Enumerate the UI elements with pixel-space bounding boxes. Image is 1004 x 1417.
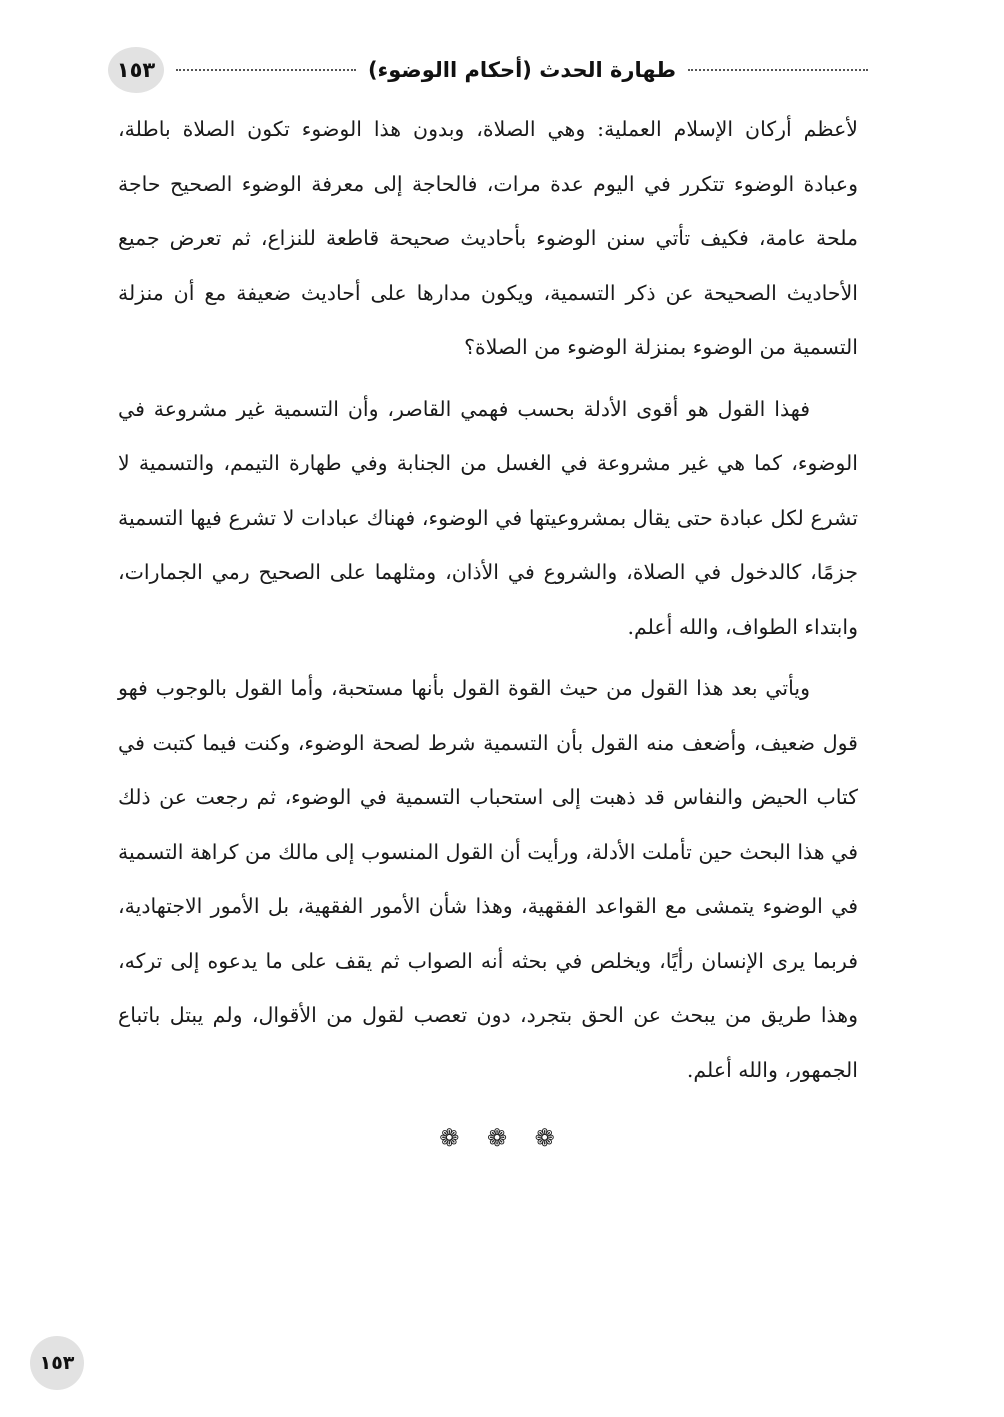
section-end-ornament: ❁ ❁ ❁ xyxy=(439,1124,565,1152)
page-header xyxy=(108,44,868,96)
paragraph-1: لأعظم أركان الإسلام العملية: وهي الصلاة، وبدون هذا الوضوء تكون الصلاة باطلة، وعبادة الوضوء تتكرر في اليوم عدة مرات، فالحاجة إلى معرفة الوضوء الصحيح حاجة ملحة عامة، فكيف تأتي سنن الوضوء بأحاديث صحيحة قاطعة للنزاع، ثم تعرض جميع الأحاديث الصحيحة عن ذكر التسمية، ويكون مدارها على أحاديث ضعيفة مع أن منزلة التسمية من الوضوء بمنزلة الوضوء من الصلاة؟ xyxy=(118,117,858,359)
header-dotted-leader-right xyxy=(688,69,868,71)
paragraph-3: ويأتي بعد هذا القول من حيث القوة القول بأنها مستحبة، وأما القول بالوجوب فهو قول ضعيف، وأضعف منه القول بأن التسمية شرط لصحة الوضوء، وكنت فيما كتبت في كتاب الحيض والنفاس قد ذهبت إلى استحباب التسمية في الوضوء، ثم رجعت عن ذلك في هذا البحث حين تأملت الأدلة، ورأيت أن القول المنسوب إلى مالك من كراهة التسمية في الوضوء يتمشى مع القواعد الفقهية، وهذا شأن الأمور الفقهية، بل الأمور الاجتهادية، فربما يرى الإنسان رأيًا، ويخلص في بحثه أنه الصواب ثم يقف على ما يدعوه إلى تركه، وهذا طريق من يبحث عن الحق بتجرد، دون تعصب لقول من الأقوال، ولم يبتل باتباع الجمهور، والله أعلم. xyxy=(118,676,858,1082)
header-dotted-leader-left xyxy=(176,69,356,71)
header-page-number: ١٥٣ xyxy=(108,47,164,93)
paragraph-2: فهذا القول هو أقوى الأدلة بحسب فهمي القاصر، وأن التسمية غير مشروعة في الوضوء، كما هي غير مشروعة في الغسل من الجنابة وفي طهارة التيمم، والتسمية لا تشرع لكل عبادة حتى يقال بمشروعيتها في الوضوء، فهناك عبادات لا تشرع فيها التسمية جزمًا، كالدخول في الصلاة، والشروع في الأذان، ومثلهما على الصحيح رمي الجمارات، وابتداء الطواف، والله أعلم. xyxy=(118,396,858,639)
body-text xyxy=(118,102,858,1104)
footer-page-number: ١٥٣ xyxy=(30,1336,84,1390)
running-header-title: طهارة الحدث (أحكام االوضوء) xyxy=(367,58,676,82)
